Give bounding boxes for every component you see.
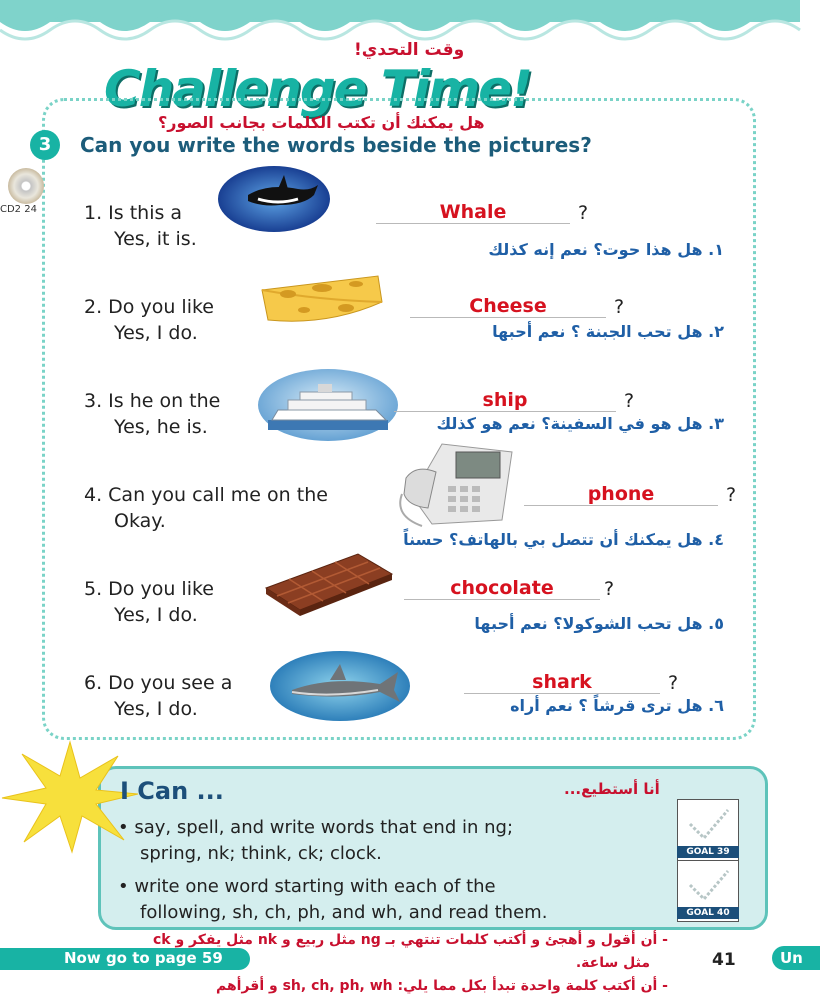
item-4-reply: Okay. xyxy=(114,510,166,532)
ship-icon xyxy=(258,368,398,442)
item-2-reply: Yes, I do. xyxy=(114,322,198,344)
ican-bullet-2-line-2: following, sh, ch, ph, and wh, and read them. xyxy=(140,902,548,923)
ican-bullet-2-line-1: • write one word starting with each of the xyxy=(118,876,496,897)
item-4-arabic: ٤. هل يمكنك أن تتصل بي بالهاتف؟ حسناً xyxy=(403,530,724,549)
item-1-arabic: ١. هل هذا حوت؟ نعم إنه كذلك xyxy=(488,240,724,259)
shark-icon xyxy=(270,650,410,722)
ican-bullet-1-line-2: spring, nk; think, ck; clock. xyxy=(140,843,382,864)
item-1-answer[interactable]: Whale xyxy=(376,201,570,224)
item-5-arabic: ٥. هل تحب الشوكولا؟ نعم أحبها xyxy=(474,614,724,633)
item-6-reply: Yes, I do. xyxy=(114,698,198,720)
arabic-question: هل يمكنك أن تكتب الكلمات بجانب الصور؟ xyxy=(158,113,485,132)
item-3-question: 3. Is he on the xyxy=(84,390,221,412)
item-6-answer[interactable]: shark xyxy=(464,671,660,694)
i-can-title: I Can ... xyxy=(120,777,224,805)
checkmark-icon xyxy=(678,800,738,846)
item-2-question: 2. Do you like xyxy=(84,296,214,318)
challenge-time-title: Challenge Time! xyxy=(104,60,531,118)
goal-40-label: GOAL 40 xyxy=(677,907,739,919)
unit-tab[interactable]: Un xyxy=(772,946,820,970)
item-5-question: 5. Do you like xyxy=(84,578,214,600)
whale-icon xyxy=(218,165,330,233)
arabic-challenge-title: وقت التحدي! xyxy=(354,40,465,60)
item-1-reply: Yes, it is. xyxy=(114,228,197,250)
item-6-arabic: ٦. هل ترى قرشاً ؟ نعم أراه xyxy=(510,696,724,715)
item-5-qmark: ? xyxy=(604,578,615,600)
item-2-answer[interactable]: Cheese xyxy=(410,295,606,318)
item-6-question: 6. Do you see a xyxy=(84,672,233,694)
exercise-question: Can you write the words beside the pictures? xyxy=(80,133,592,157)
now-go-link[interactable]: Now go to page 59 xyxy=(64,949,223,967)
item-2-arabic: ٢. هل تحب الجبنة ؟ نعم أحبها xyxy=(492,322,724,341)
cd-icon xyxy=(8,168,44,204)
item-4-question: 4. Can you call me on the xyxy=(84,484,328,506)
item-4-answer[interactable]: phone xyxy=(524,483,718,506)
i-can-arabic-title: أنا أستطيع... xyxy=(564,780,660,798)
item-2-qmark: ? xyxy=(614,296,625,318)
item-3-arabic: ٣. هل هو في السفينة؟ نعم هو كذلك xyxy=(436,414,724,433)
item-3-reply: Yes, he is. xyxy=(114,416,208,438)
item-3-answer[interactable]: ship xyxy=(394,389,616,412)
page-number: 41 xyxy=(712,950,736,970)
chocolate-icon xyxy=(262,548,396,618)
cheese-icon xyxy=(258,272,386,326)
phone-icon xyxy=(392,436,522,532)
item-1-qmark: ? xyxy=(578,202,589,224)
cd-track-label: CD2 24 xyxy=(0,204,37,215)
item-5-reply: Yes, I do. xyxy=(114,604,198,626)
arabic-note-1-cont: مثل ساعة. xyxy=(575,955,650,971)
ican-bullet-1-line-1: • say, spell, and write words that end in ng; xyxy=(118,817,514,838)
item-6-qmark: ? xyxy=(668,672,679,694)
goal-39-label: GOAL 39 xyxy=(677,846,739,858)
item-3-qmark: ? xyxy=(624,390,635,412)
checkmark-icon xyxy=(678,861,738,907)
arabic-note-2: - أن أكتب كلمة واحدة تبدأ بكل مما يلي: sh, ch, ph, wh و أقرأهم xyxy=(215,978,668,994)
item-1-question: 1. Is this a xyxy=(84,202,183,224)
exercise-number-badge: 3 xyxy=(30,130,60,160)
arabic-note-1: - أن أقول و أهجئ و أكتب كلمات تنتهي بـ ng مثل ربيع و nk مثل يفكر و ck xyxy=(152,932,668,948)
item-5-answer[interactable]: chocolate xyxy=(404,577,600,600)
item-4-qmark: ? xyxy=(726,484,737,506)
